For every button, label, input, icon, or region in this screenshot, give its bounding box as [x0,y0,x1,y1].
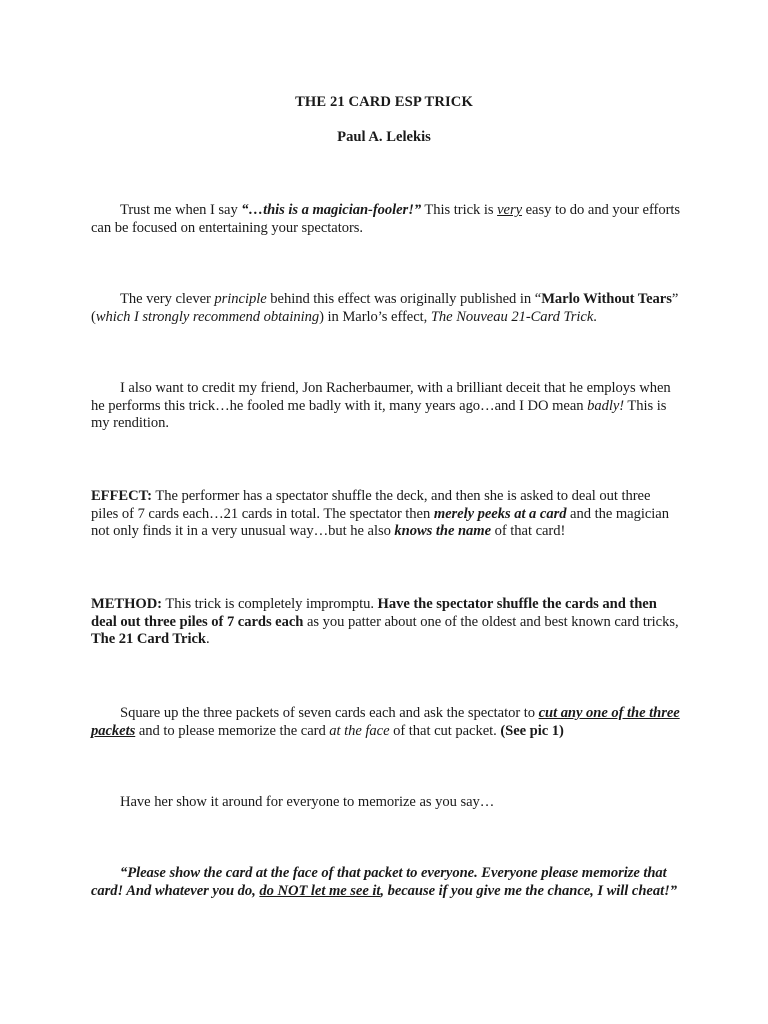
effect-title: The Nouveau 21-Card Trick [430,308,594,325]
text-run: . [205,631,210,647]
text-run: ” ( [91,291,679,325]
emphasis-peeks: merely peeks at a card [433,505,567,522]
quote-text: “Please show the card at the face of that packet to everyone. Everyone please memorize that card! And whatever you do, [91,865,667,899]
emphasis-do-not-see: do NOT let me see it [259,882,381,899]
text-run: The very clever [120,291,215,307]
paragraph-principle [91,291,681,326]
text-run: behind this effect was originally published in “ [266,291,542,307]
text-run: This is my rendition. [91,397,667,431]
text-run: ) in Marlo’s effect, [319,308,431,325]
trick-name: The 21 Card Trick [91,631,206,647]
text-run: I also want to credit my friend, Jon Racherbaumer, with a brilliant deceit that he employs when he performs this trick…he fooled me badly with it, many years ago…and I DO mean [91,380,671,414]
emphasis-badly: badly! [587,397,625,414]
text-run: The performer has a spectator shuffle the deck, and then she is asked to deal out three piles of 7 cards each…21 cards in total. The spectator then [91,488,651,522]
paragraph-square-up [91,705,681,740]
paragraph-credit [91,380,681,433]
effect-heading: EFFECT: [91,488,152,504]
paragraph-method [91,596,681,649]
method-heading: METHOD: [91,596,162,612]
recommendation-note: which I strongly recommend obtaining [95,308,320,325]
author-name: Paul A. Lelekis [337,129,431,145]
emphasis-principle: principle [214,291,267,307]
text-run: This trick is completely impromptu. [162,596,378,612]
paragraph-effect [91,488,681,541]
emphasis-knows-name: knows the name [394,523,492,539]
text-run: and to please memorize the card [135,722,330,739]
paragraph-patter-quote [91,865,681,900]
pic-reference: (See pic 1) [500,722,564,739]
text-run: Trust me when I say [120,202,242,218]
emphasis-very: very [497,202,523,218]
paragraph-show-around [91,794,681,812]
text-run: as you patter about one of the oldest and best known card tricks, [303,613,679,630]
text-run: This trick is [421,202,498,218]
text-run: and the magician not only finds it in a very unusual way…but he also [91,505,669,539]
paragraph-intro [91,202,681,237]
text-run: Square up the three packets of seven cards each and ask the spectator to [120,705,539,721]
book-title: Marlo Without Tears [541,291,672,307]
emphasis-instructions: Have the spectator shuffle the cards and then deal out three piles of 7 cards each [91,596,657,630]
quote-emphasis: “…this is a magician-fooler!” [241,202,422,218]
text-run: of that cut packet. [389,722,501,739]
document-title: THE 21 CARD ESP TRICK [295,94,473,110]
text-run: of that card! [491,523,566,539]
emphasis-cut-packets: cut any one of the three packets [91,705,680,739]
text-run: Have her show it around for everyone to memorize as you say… [120,794,495,810]
emphasis-at-face: at the face [329,722,390,739]
text-run: easy to do and your efforts can be focused on entertaining your spectators. [91,202,681,236]
quote-text: , because if you give me the chance, I will cheat!” [380,882,677,899]
text-run: . [593,308,597,325]
